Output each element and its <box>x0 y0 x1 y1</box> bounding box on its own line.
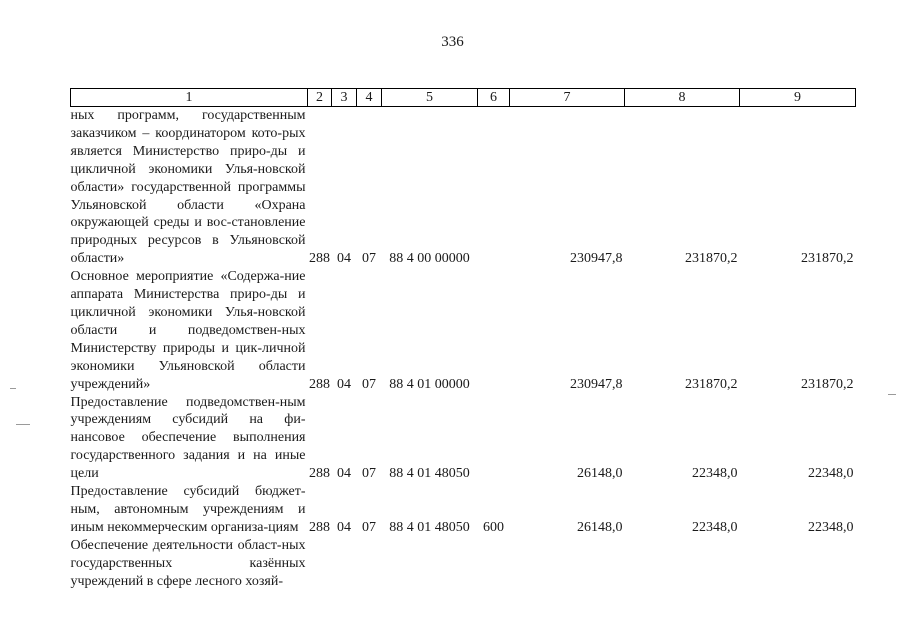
table-body <box>71 107 856 591</box>
column-number-4: 4 <box>357 89 382 107</box>
table-row <box>71 537 856 591</box>
amount-col-8: 22348,0 <box>692 519 738 535</box>
expense-type-code <box>478 268 510 393</box>
amount-col-9 <box>740 537 856 591</box>
column-number-8: 8 <box>625 89 740 107</box>
scan-mark-right <box>888 394 896 395</box>
amount-col-9: 231870,2 <box>801 251 854 267</box>
amount-col-9: 22348,0 <box>808 519 854 535</box>
target-article-code: 88 4 01 48050 <box>389 466 470 482</box>
section-code: 04 <box>337 519 351 535</box>
amount-col-7: 26148,0 <box>577 466 623 482</box>
expense-type-code <box>478 107 510 269</box>
row-description: Предоставление подведомствен-ным учреждениям субсидий на фи-нансовое обеспечение выполнения государственного задания и на иные цели <box>70 394 306 482</box>
table-header <box>71 89 856 107</box>
amount-col-7 <box>510 537 625 591</box>
amount-col-9: 231870,2 <box>801 376 854 392</box>
column-number-3: 3 <box>332 89 357 107</box>
table-row <box>71 483 856 537</box>
amount-col-7: 230947,8 <box>570 251 623 267</box>
section-code: 04 <box>337 251 351 267</box>
subsection-code <box>357 537 382 591</box>
column-number-5: 5 <box>382 89 478 107</box>
budget-table <box>70 88 856 590</box>
amount-col-7: 26148,0 <box>577 519 623 535</box>
column-number-9: 9 <box>740 89 856 107</box>
subsection-code: 07 <box>362 251 376 267</box>
table-row <box>71 394 856 484</box>
ministry-code: 288 <box>309 251 330 267</box>
scan-mark-left-lower <box>16 424 30 425</box>
target-article-code <box>382 537 478 591</box>
column-number-7: 7 <box>510 89 625 107</box>
table-row <box>71 107 856 269</box>
page-number: 336 <box>441 34 464 50</box>
table-row <box>71 268 856 393</box>
amount-col-8: 22348,0 <box>692 466 738 482</box>
target-article-code: 88 4 01 48050 <box>389 519 470 535</box>
expense-type-code <box>478 537 510 591</box>
subsection-code: 07 <box>362 519 376 535</box>
scan-mark-left-upper <box>10 388 16 389</box>
column-number-1: 1 <box>71 89 308 107</box>
ministry-code: 288 <box>309 519 330 535</box>
amount-col-8: 231870,2 <box>685 251 738 267</box>
ministry-code <box>308 537 332 591</box>
row-description: Обеспечение деятельности област-ных государственных казённых учреждений в сфере лесного хозяй- <box>70 537 306 589</box>
column-number-6: 6 <box>478 89 510 107</box>
subsection-code: 07 <box>362 376 376 392</box>
expense-type-code: 600 <box>483 519 504 535</box>
expense-type-code <box>478 394 510 484</box>
ministry-code: 288 <box>309 376 330 392</box>
section-code: 04 <box>337 466 351 482</box>
column-number-2: 2 <box>308 89 332 107</box>
header-row <box>71 89 856 107</box>
section-code: 04 <box>337 376 351 392</box>
section-code <box>332 537 357 591</box>
amount-col-8: 231870,2 <box>685 376 738 392</box>
row-description: Основное мероприятие «Содержа-ние аппарата Министерства приро-ды и цикличной экономики Улья-новской области и подведомствен-ных Министерству природы и цик-личной экономики Ульяновской области учреждений» <box>70 269 306 392</box>
amount-col-8 <box>625 537 740 591</box>
amount-col-9: 22348,0 <box>808 466 854 482</box>
amount-col-7: 230947,8 <box>570 376 623 392</box>
target-article-code: 88 4 01 00000 <box>389 376 470 392</box>
subsection-code: 07 <box>362 466 376 482</box>
target-article-code: 88 4 00 00000 <box>389 251 470 267</box>
row-description: Предоставление субсидий бюджет-ным, автономным учреждениям и иным некоммерческим организа-циям <box>70 484 306 535</box>
ministry-code: 288 <box>309 466 330 482</box>
row-description: ных программ, государственным заказчиком – координатором кото-рых является Министерство приро-ды и цикличной экономики Улья-новской области» государственной программы Ульяновской области «Охрана окружающей среды и вос-становление природных ресурсов в Ульяновской области» <box>70 108 306 267</box>
